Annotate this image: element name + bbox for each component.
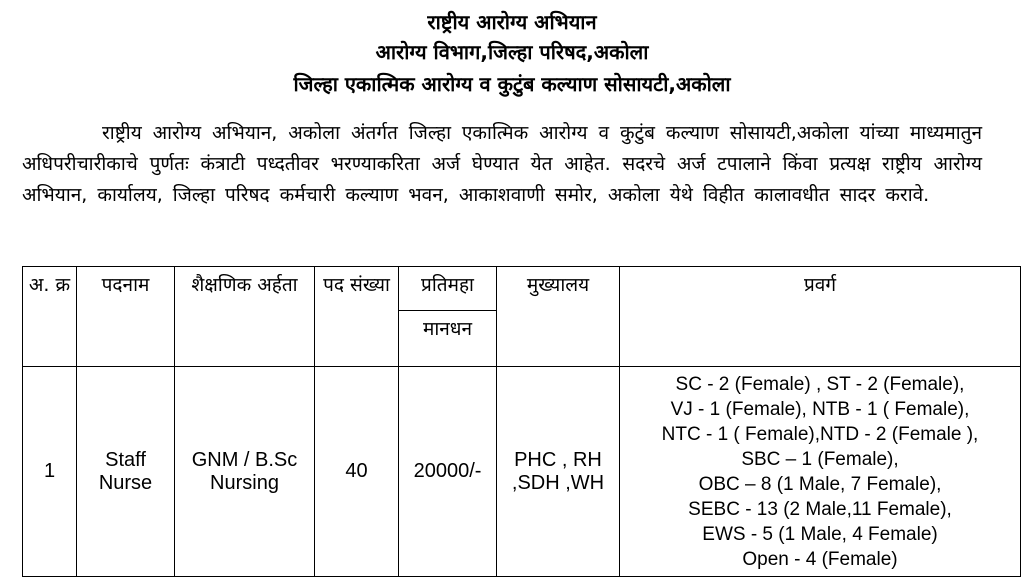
category-line: NTC - 1 ( Female),NTD - 2 (Female ), bbox=[661, 423, 979, 445]
header-line-3: जिल्हा एकात्मिक आरोग्य व कुटुंब कल्याण सोसायटी,अकोला bbox=[293, 72, 731, 96]
cell-qualification: GNM / B.Sc Nursing bbox=[175, 367, 315, 577]
cell-count: 40 bbox=[315, 367, 399, 577]
cell-hq: PHC , RH ,SDH ,WH bbox=[497, 367, 620, 577]
header-line-1: राष्ट्रीय आरोग्य अभियान bbox=[427, 10, 597, 34]
header-post: पदनाम bbox=[77, 267, 175, 367]
cell-post: Staff Nurse bbox=[77, 367, 175, 577]
category-line: SBC – 1 (Female), bbox=[741, 448, 899, 470]
category-line: OBC – 8 (1 Male, 7 Female), bbox=[698, 473, 942, 495]
header-count: पद संख्या bbox=[315, 267, 399, 367]
category-line: VJ - 1 (Female), NTB - 1 ( Female), bbox=[670, 398, 970, 420]
category-line: SC - 2 (Female) , ST - 2 (Female), bbox=[675, 373, 965, 395]
header-row bbox=[23, 267, 1021, 311]
header-qualification: शैक्षणिक अर्हता bbox=[175, 267, 315, 367]
header-serial: अ. क्र bbox=[23, 267, 77, 367]
category-line: EWS - 5 (1 Male, 4 Female) bbox=[702, 523, 938, 545]
cell-serial: 1 bbox=[23, 367, 77, 577]
intro-paragraph: राष्ट्रीय आरोग्य अभियान, अकोला अंतर्गत जिल्हा एकात्मिक आरोग्य व कुटुंब कल्याण सोसायटी,अकोला यांच्या माध्यमातुन अधिपरीचारीकाचे पुर्णतः कंत्राटी पध्दतीवर भरण्याकरिता अर्ज घेण्यात येत आहेत. सदरचे अर्ज टपालाने किंवा प्रत्यक्ष राष्ट्रीय आरोग्य अभियान, कार्यालय, जिल्हा परिषद कर्मचारी कल्याण भवन, आकाशवाणी समोर, अकोला येथे विहीत कालावधीत सादर करावे. bbox=[22, 122, 982, 206]
header-line-2: आरोग्य विभाग,जिल्हा परिषद,अकोला bbox=[375, 40, 649, 64]
cell-category bbox=[620, 367, 1021, 577]
table-row bbox=[23, 367, 1021, 577]
category-line: Open - 4 (Female) bbox=[742, 548, 898, 570]
header-salary-bottom: मानधन bbox=[399, 311, 497, 367]
header-salary-top: प्रतिमहा bbox=[399, 267, 497, 311]
header-hq: मुख्यालय bbox=[497, 267, 620, 367]
recruitment-table bbox=[22, 266, 1021, 577]
header-category: प्रवर्ग bbox=[620, 267, 1021, 367]
category-line: SEBC - 13 (2 Male,11 Female), bbox=[688, 498, 952, 520]
cell-salary: 20000/- bbox=[399, 367, 497, 577]
